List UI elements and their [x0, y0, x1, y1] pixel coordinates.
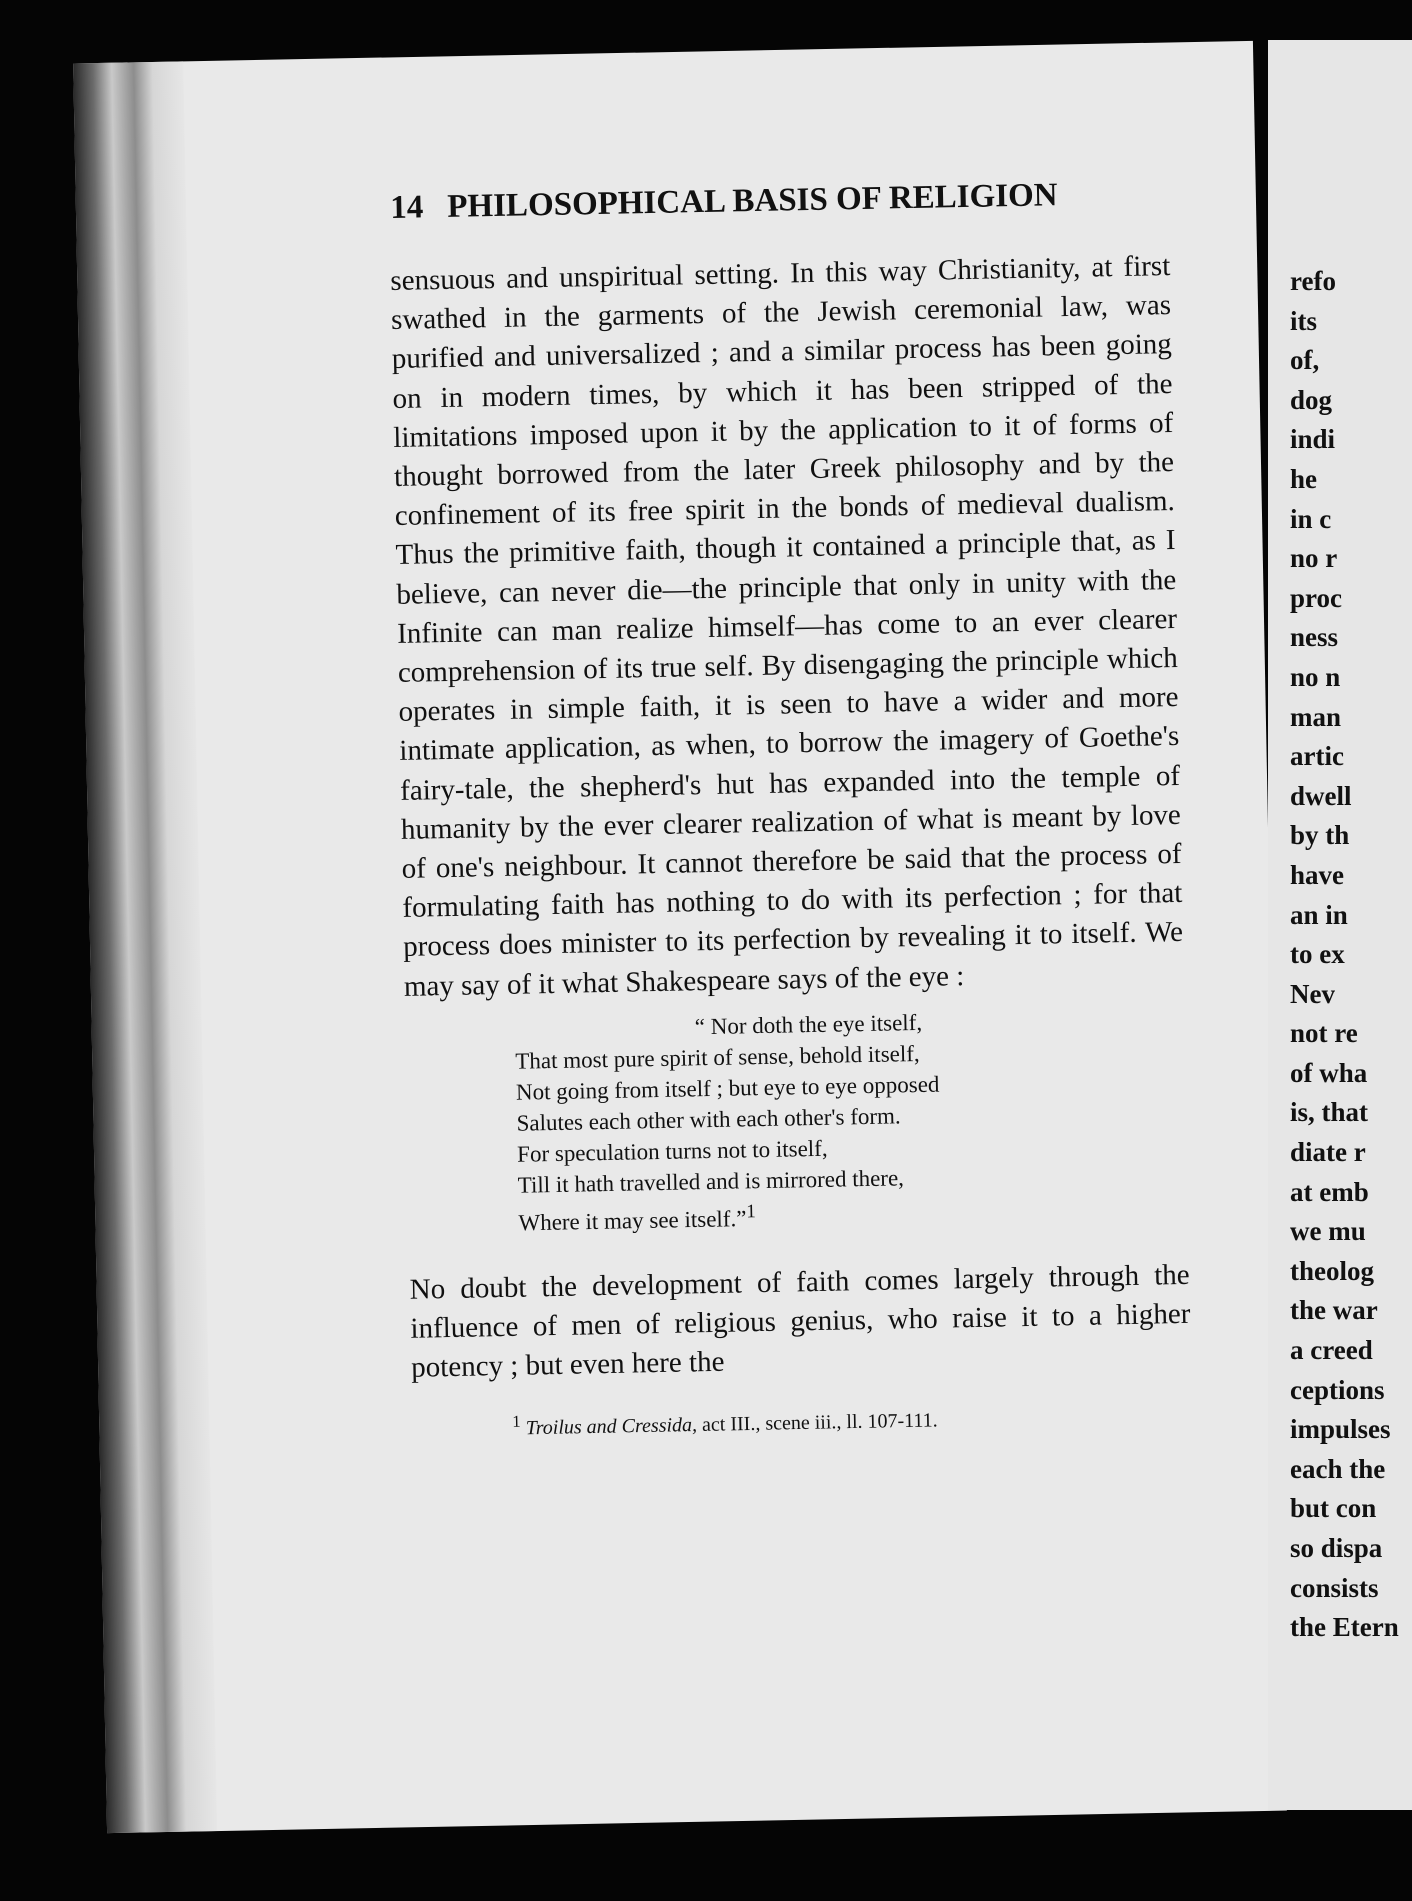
quote-line: Salutes each other with each other's form. — [516, 1103, 901, 1136]
quote-line: Not going from itself ; but eye to eye opposed — [515, 1071, 940, 1105]
continuation-paragraph: No doubt the development of faith comes largely through the influence of men of religious genius, who raise it to a higher potency ; but even here the — [409, 1258, 1191, 1384]
right-page-line: refo — [1290, 266, 1336, 296]
right-page-line: impulses — [1290, 1414, 1391, 1445]
quote-line: That most pure spirit of sense, behold itself, — [515, 1040, 920, 1074]
right-page-line: no r — [1290, 543, 1338, 574]
right-page-line: by th — [1290, 820, 1350, 851]
right-page-line: its — [1290, 305, 1317, 336]
right-page-line: diate r — [1290, 1137, 1366, 1168]
right-page-line: consists — [1290, 1572, 1379, 1603]
shakespeare-quote — [514, 1002, 1188, 1238]
right-page-line: ceptions — [1290, 1374, 1385, 1405]
right-page-line: to ex — [1290, 939, 1345, 970]
right-page-text-fragments — [1290, 262, 1412, 1648]
right-page-line: man — [1290, 701, 1342, 732]
right-page-line: indi — [1290, 424, 1336, 455]
right-page-line: he — [1290, 463, 1317, 494]
right-page-line: the Etern — [1290, 1612, 1399, 1643]
right-page-line: dog — [1290, 384, 1333, 415]
right-page-line: an in — [1290, 899, 1348, 930]
quote-line: For speculation turns not to itself, — [516, 1135, 828, 1167]
right-page-line: in c — [1290, 503, 1332, 534]
right-page-line: but con — [1290, 1493, 1377, 1524]
right-page-line: of, — [1290, 345, 1320, 376]
right-page-line: no n — [1290, 661, 1341, 692]
right-page-line: dwell — [1290, 780, 1352, 811]
footnote-marker: 1 — [512, 1411, 521, 1431]
quote-line: “ Nor doth the eye itself, — [694, 1009, 923, 1040]
right-page-line: the war — [1290, 1295, 1378, 1326]
quote-line: Till it hath travelled and is mirrored there, — [517, 1165, 905, 1198]
right-page-line: so dispa — [1290, 1533, 1383, 1563]
footnote-reference: act III., scene iii., ll. 107-111. — [701, 1409, 938, 1437]
right-page-line: proc — [1290, 582, 1342, 613]
page-number: 14 — [390, 189, 424, 226]
main-paragraph: sensuous and unspiritual setting. In this way Christianity, at first swathed in the garments of the Jewish ceremonial law, was purified and universalized ; and a similar process has been going on in modern times, by which it has been stripped of the limitations imposed upon it by the application to it of forms of thought borrowed from the later Greek philosophy and by the confinement of its free spirit in the bonds of medieval dualism. Thus the primitive faith, though it contained a principle that, as I believe, can never die—the principle that only in unity with the Infinite can man realize himself—has come to an ever clearer comprehension of its true self. By disengaging the principle which operates in simple faith, it is seen to have a wider and more intimate application, as when, to borrow the imagery of Goethe's fairy-tale, the shepherd's hut has expanded into the temple of humanity by the ever clearer realization of what is meant by love of one's neighbour. It cannot therefore be said that the process of formulating faith has nothing to do with its perfection ; for that process does minister to its perfection by revealing it to itself. We may say of it what Shakespeare says of the eye : — [390, 250, 1184, 1003]
right-page-line: of wha — [1290, 1057, 1368, 1088]
right-page-line: we mu — [1290, 1216, 1366, 1247]
right-page-line: is, that — [1290, 1097, 1369, 1128]
right-page-line: theolog — [1290, 1255, 1374, 1286]
page-body — [390, 247, 1193, 1451]
right-page-line: have — [1290, 859, 1344, 890]
running-title: PHILOSOPHICAL BASIS OF RELIGION — [446, 177, 1058, 225]
right-page-line: ness — [1290, 622, 1339, 653]
quote-line: Where it may see itself.”$^1$ — [518, 1201, 757, 1236]
footnote-title: Troilus and Cressida, — [525, 1414, 698, 1440]
right-page-line: at emb — [1290, 1176, 1369, 1207]
quote-footnote-marker: 1 — [746, 1201, 757, 1223]
right-page-line: Nev — [1290, 978, 1335, 1009]
right-page-line: a creed — [1290, 1335, 1373, 1366]
right-page-line: each the — [1290, 1453, 1386, 1484]
right-page-line: not re — [1290, 1018, 1358, 1049]
right-page-line: artic — [1290, 741, 1344, 772]
